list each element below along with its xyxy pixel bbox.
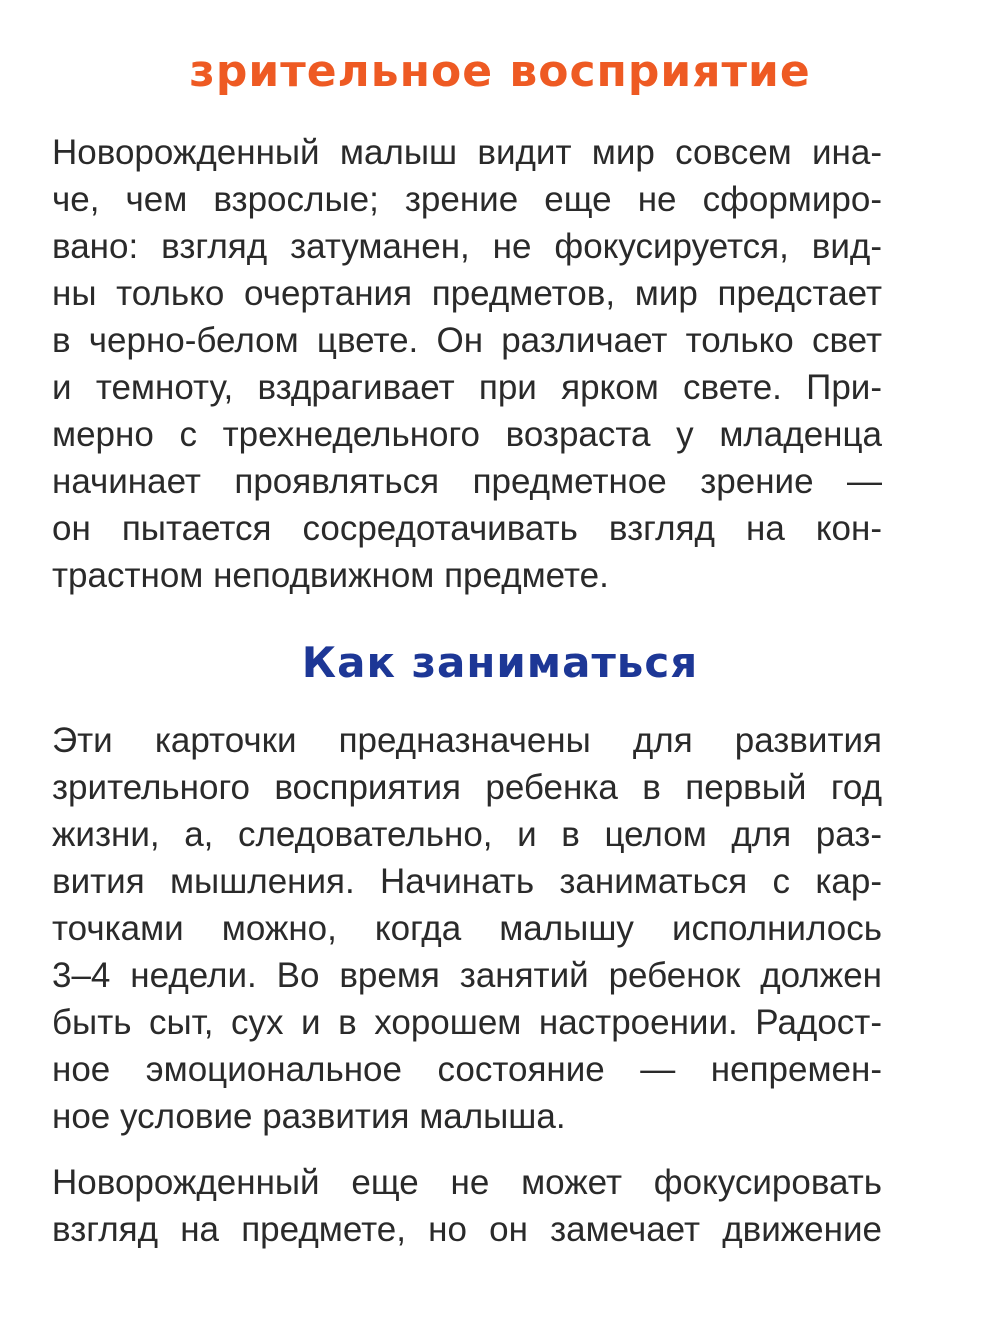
text-line: взгляд на предмете, но он замечает движение bbox=[52, 1210, 882, 1249]
text-line: вано: взгляд затуманен, не фокусируется, вид- bbox=[52, 227, 882, 266]
text-line: че, чем взрослые; зрение еще не сформиро- bbox=[52, 180, 882, 219]
text-line: Новорожденный еще не может фокусировать bbox=[52, 1163, 882, 1202]
paragraph-newborn-focus bbox=[52, 1159, 882, 1253]
paragraph-visual-perception bbox=[52, 129, 882, 599]
text-line: жизни, а, следовательно, и в целом для раз- bbox=[52, 815, 882, 854]
section-title-how-to-practice: Как заниматься bbox=[301, 638, 699, 687]
text-line: зрительного восприятия ребенка в первый год bbox=[52, 768, 882, 807]
text-line: 3–4 недели. Во время занятий ребенок должен bbox=[52, 956, 882, 995]
text-line: мерно с трехнедельного возраста у младенца bbox=[52, 415, 882, 454]
text-line: и темноту, вздрагивает при ярком свете. При- bbox=[52, 368, 882, 407]
text-line: начинает проявляться предметное зрение — bbox=[52, 462, 882, 501]
text-line: он пытается сосредотачивать взгляд на кон- bbox=[52, 509, 882, 548]
text-line: Новорожденный малыш видит мир совсем ина- bbox=[52, 133, 882, 172]
text-line: быть сыт, сух и в хорошем настроении. Радост- bbox=[52, 1003, 882, 1042]
text-line: Эти карточки предназначены для развития bbox=[52, 721, 882, 760]
text-line: вития мышления. Начинать заниматься с кар- bbox=[52, 862, 882, 901]
section-title-visual-perception: зрительное восприятие bbox=[189, 46, 811, 97]
text-line: ное эмоциональное состояние — непремен- bbox=[52, 1050, 882, 1089]
text-line: в черно-белом цвете. Он различает только свет bbox=[52, 321, 882, 360]
paragraph-how-to-practice bbox=[52, 717, 882, 1140]
text-line: точками можно, когда малышу исполнилось bbox=[52, 909, 882, 948]
text-line: ны только очертания предметов, мир предстает bbox=[52, 274, 882, 313]
text-line: ное условие развития малыша. bbox=[52, 1097, 566, 1136]
text-line: трастном неподвижном предмете. bbox=[52, 556, 609, 595]
